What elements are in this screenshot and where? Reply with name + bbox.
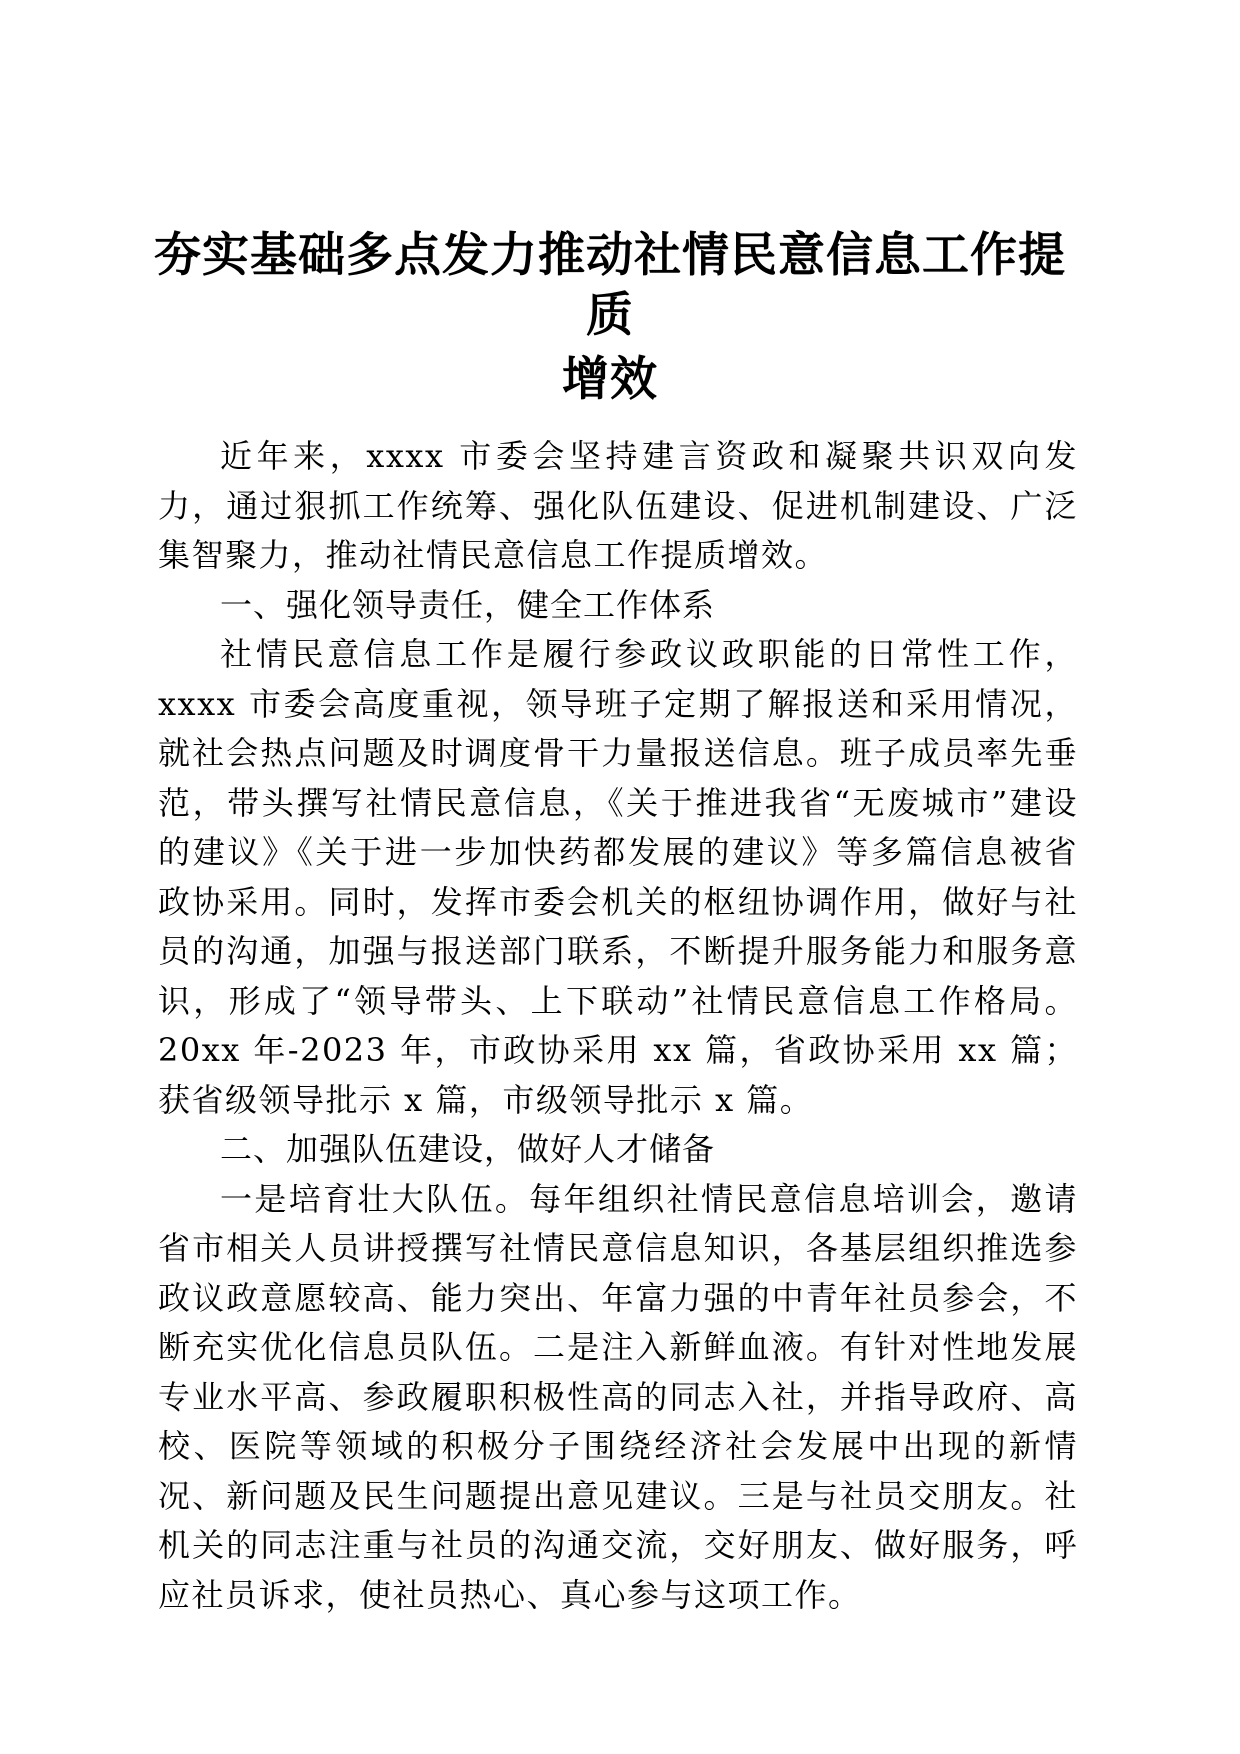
document-title-line-1: 夯实基础多点发力推动社情民意信息工作提质 <box>154 228 1066 343</box>
section-2-paragraph: 一是培育壮大队伍。每年组织社情民意信息培训会，邀请省市相关人员讲授撰写社情民意信息知识，各基层组织推选参政议政意愿较高、能力突出、年富力强的中青年社员参会，不断充实优化信息员队伍。二是注入新鲜血液。有针对性地发展专业水平高、参政履职积极性高的同志入社，并指导政府、高校、医院等领域的积极分子围绕经济社会发展中出现的新情况、新问题及民生问题提出意见建议。三是与社员交朋友。社机关的同志注重与社员的沟通交流，交好朋友、做好服务，呼应社员诉求，使社员热心、真心参与这项工作。 <box>158 1179 1078 1614</box>
section-1-paragraph: 社情民意信息工作是履行参政议政职能的日常性工作，xxxx 市委会高度重视，领导班子定期了解报送和采用情况，就社会热点问题及时调度骨干力量报送信息。班子成员率先垂范，带头撰写社情民意信息，《关于推进我省“无废城市”建设的建议》《关于进一步加快药都发展的建议》等多篇信息被省政协采用。同时，发挥市委会机关的枢纽协调作用，做好与社员的沟通，加强与报送部门联系，不断提升服务能力和服务意识，形成了“领导带头、上下联动”社情民意信息工作格局。20xx 年-2023 年，市政协采用 xx 篇，省政协采用 xx 篇；获省级领导批示 x 篇，市级领导批示 x 篇。 <box>158 635 1078 1119</box>
document-title-line-2: 增效 <box>562 352 658 407</box>
section-1-heading: 一、强化领导责任，健全工作体系 <box>220 585 716 624</box>
section-2-heading: 二、加强队伍建设，做好人才储备 <box>220 1130 716 1168</box>
intro-paragraph: 近年来，xxxx 市委会坚持建言资政和凝聚共识双向发力，通过狠抓工作统筹、强化队伍建设、促进机制建设、广泛集智聚力，推动社情民意信息工作提质增效。 <box>158 437 1078 574</box>
document-body <box>158 432 1078 1620</box>
